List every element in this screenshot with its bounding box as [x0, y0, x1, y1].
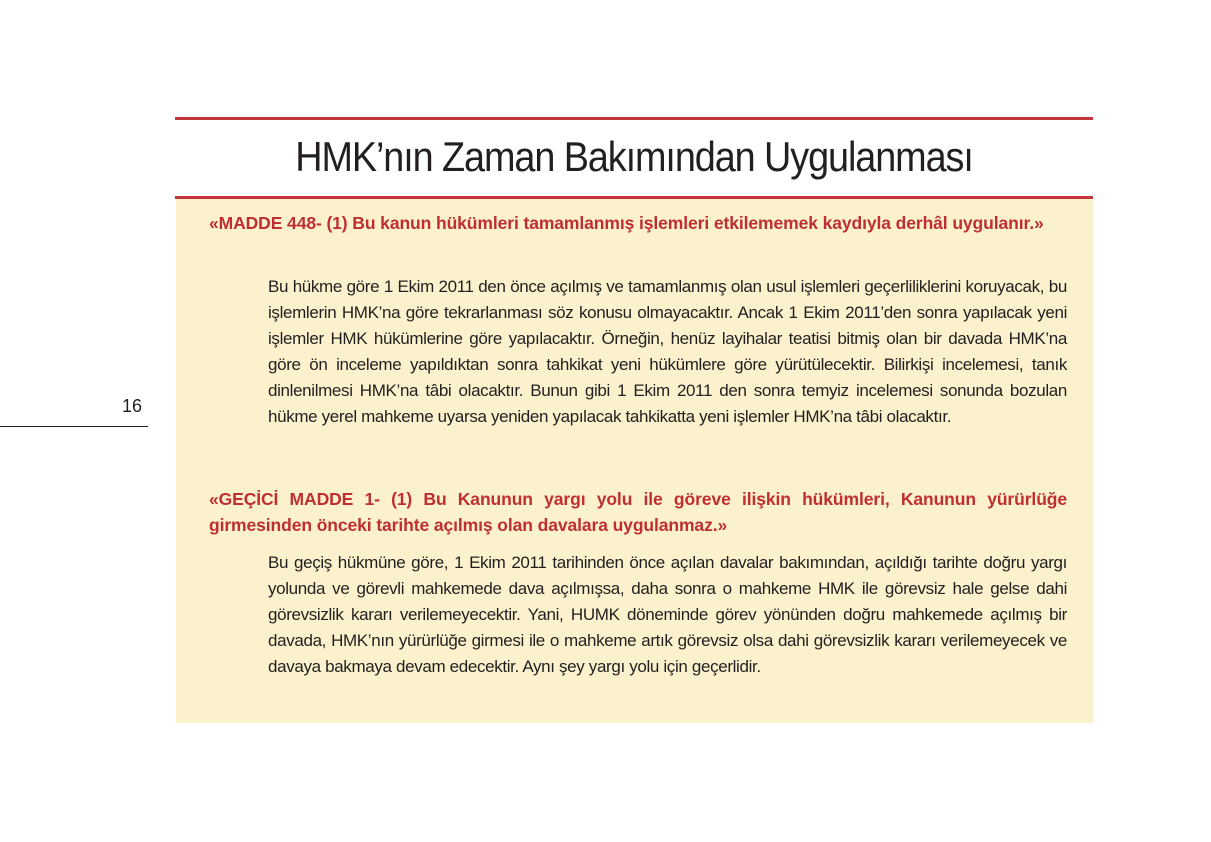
page-number-rule: [0, 426, 148, 427]
page-title: HMK’nın Zaman Bakımından Uygulanması: [295, 133, 973, 180]
transitional-article-1-quote: «GEÇİCİ MADDE 1- (1) Bu Kanunun yargı yolu ile göreve ilişkin hükümleri, Kanunun yürürlüğe girmesinden önceki tarihte açılmış olan davalara uygulanmaz.»: [209, 489, 1067, 535]
article-448-quote: «MADDE 448- (1) Bu kanun hükümleri tamamlanmış işlemleri etkilememek kaydıyla derhâl uygulanır.»: [209, 213, 1044, 233]
transitional-article-1-explanation: Bu geçiş hükmüne göre, 1 Ekim 2011 tarihinden önce açılan davalar bakımından, açıldığı tarihte doğru yargı yolunda ve görevli mahkemede dava açılmışsa, daha sonra o mahkeme HMK ile görevsiz hale gelse dahi görevsizlik kararı verilemeyecektir. Yani, HUMK döneminde görev yönünden doğru mahkemede açılmış bir davada, HMK’nın yürürlüğe girmesi ile o mahkeme artık görevsiz olsa dahi görevsizlik kararı verilemeyecek ve davaya bakmaya devam edecektir. Aynı şey yargı yolu için geçerlidir.: [268, 553, 1067, 676]
page-number: 16: [122, 396, 143, 416]
article-448-explanation: Bu hükme göre 1 Ekim 2011 den önce açılmış ve tamamlanmış olan usul işlemleri geçerliliklerini koruyacak, bu işlemlerin HMK’na göre tekrarlanması söz konusu olmayacaktır. Ancak 1 Ekim 2011’den sonra yapılacak yeni işlemler HMK hükümlerine göre yapılacaktır. Örneğin, henüz layihalar teatisi bitmiş olan bir davada HMK’na göre ön inceleme yapıldıktan sonra tahkikat yeni hükümlere göre yürütülecektir. Bilirkişi incelemesi, tanık dinlenilmesi HMK’na tâbi olacaktır. Bunun gibi 1 Ekim 2011 den sonra temyiz incelemesi sonunda bozulan hükme yerel mahkeme uyarsa yeniden yapılacak tahkikatta yeni işlemler HMK’na tâbi olacaktır.: [268, 277, 1067, 426]
title-top-rule: [175, 117, 1093, 120]
